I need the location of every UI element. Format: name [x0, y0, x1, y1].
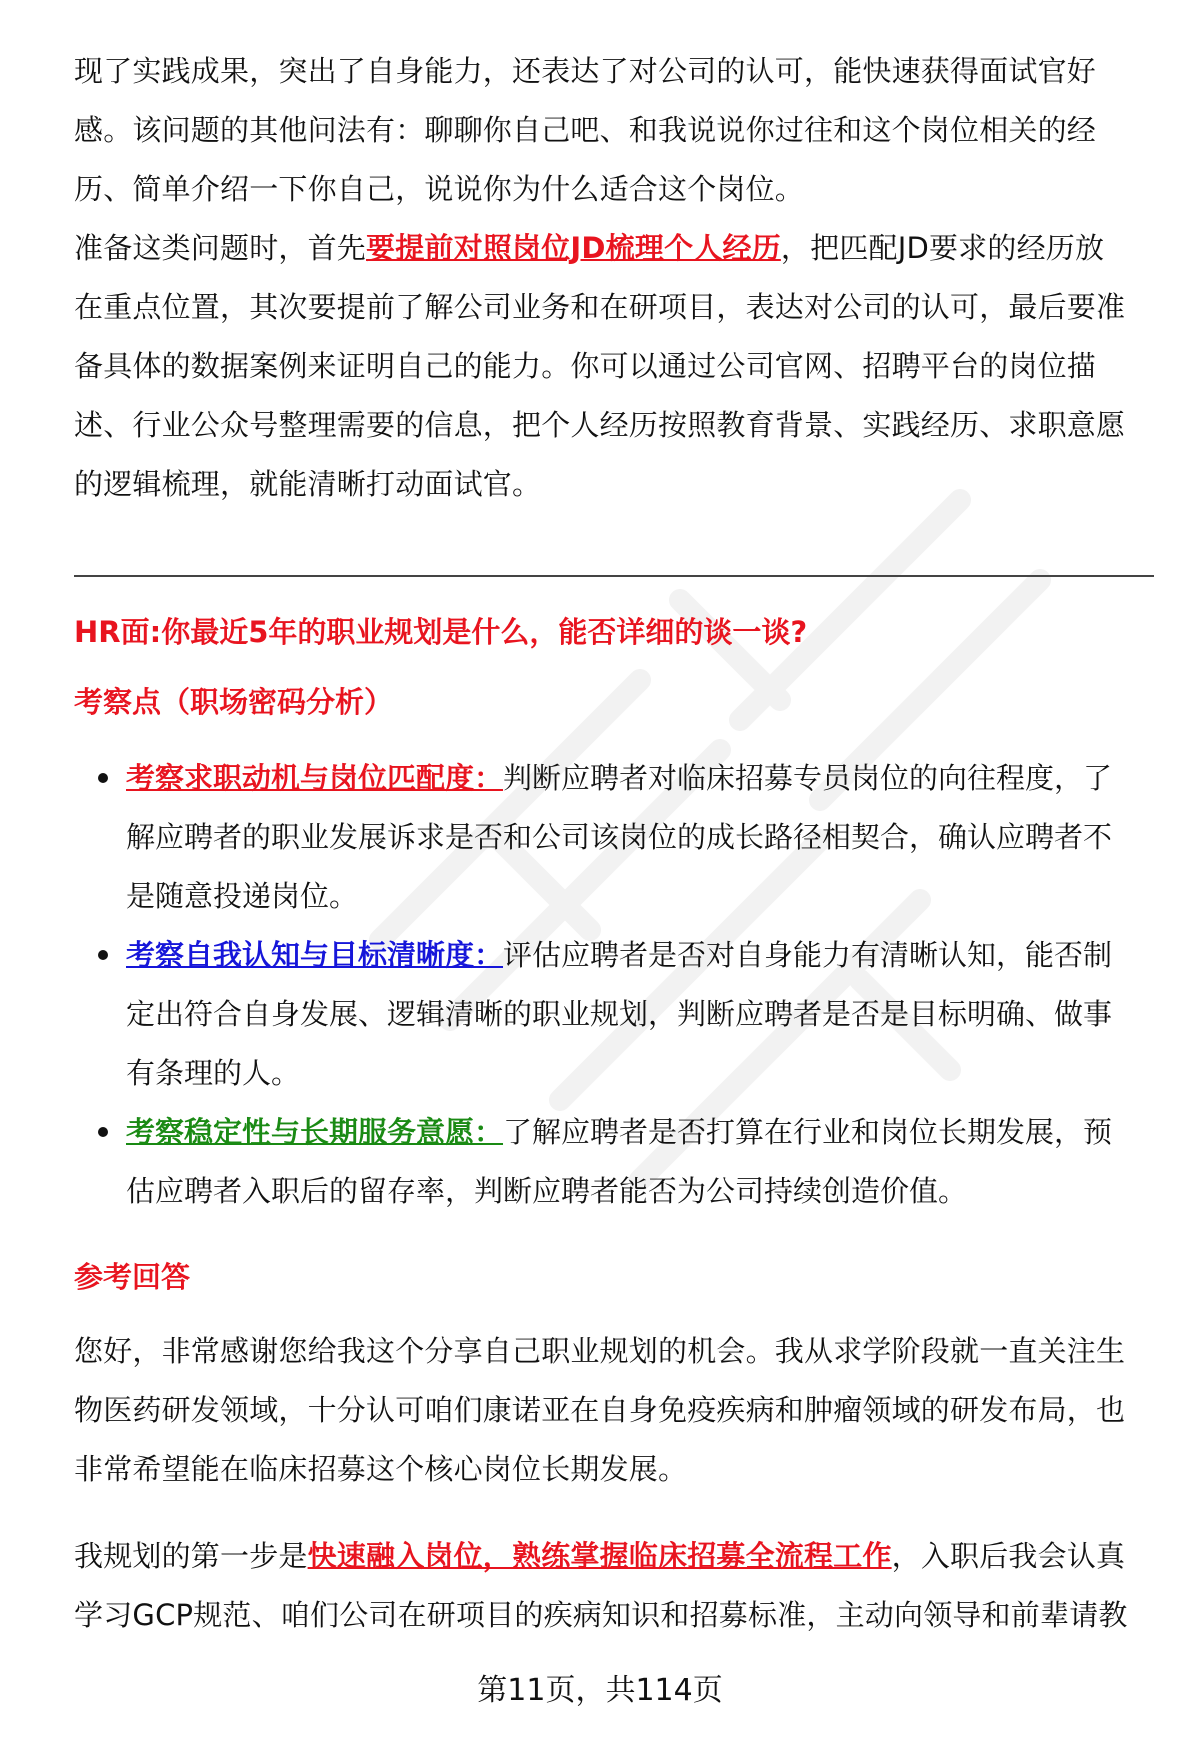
text-span: 我规划的第一步是 [74, 1539, 308, 1573]
text-span: 了解应聘者是否打算在行业和岗位长期发展，预 [503, 1115, 1113, 1149]
bullet-label: 考察自我认知与目标清晰度： [126, 938, 504, 972]
text-line [74, 1527, 1154, 1586]
bullet-item [126, 926, 1156, 1103]
text-line: 定出符合自身发展、逻辑清晰的职业规划，判断应聘者是否是目标明确、做事 [126, 997, 1113, 1031]
bullet-icon [98, 773, 108, 783]
text-line: 您好，非常感谢您给我这个分享自己职业规划的机会。我从求学阶段就一直关注生 [74, 1334, 1126, 1368]
highlight-text: 快速融入岗位，熟练掌握临床招募全流程工作 [307, 1539, 892, 1573]
page-number: 第11页，共114页 [477, 1673, 723, 1708]
answer-paragraph [74, 1322, 1154, 1499]
text-line [126, 749, 1156, 808]
text-span: ，把匹配JD要求的经历放 [780, 231, 1105, 265]
text-line: 在重点位置，其次要提前了解公司业务和在研项目，表达对公司的认可，最后要准 [74, 290, 1126, 324]
text-line: 感。该问题的其他问法有：聊聊你自己吧、和我说说你过往和这个岗位相关的经 [74, 113, 1097, 147]
bullet-label: 考察求职动机与岗位匹配度： [126, 761, 504, 795]
analysis-heading: 考察点（职场密码分析） [74, 685, 394, 719]
text-line: 的逻辑梳理，就能清晰打动面试官。 [74, 467, 542, 501]
text-line: 历、简单介绍一下你自己，说说你为什么适合这个岗位。 [74, 172, 805, 206]
text-line [126, 926, 1156, 985]
text-span: 准备这类问题时，首先 [74, 231, 367, 265]
bullet-label: 考察稳定性与长期服务意愿： [126, 1115, 504, 1149]
text-line: 是随意投递岗位。 [126, 879, 359, 913]
text-line [74, 219, 1154, 278]
bullet-item [126, 1103, 1156, 1221]
highlight-text: 要提前对照岗位JD梳理个人经历 [366, 231, 781, 265]
preparation-paragraph [74, 219, 1154, 514]
text-span: 评估应聘者是否对自身能力有清晰认知，能否制 [503, 938, 1113, 972]
bullet-item [126, 749, 1156, 926]
text-span: 判断应聘者对临床招募专员岗位的向往程度，了 [503, 761, 1113, 795]
text-line: 现了实践成果，突出了自身能力，还表达了对公司的认可，能快速获得面试官好 [74, 54, 1097, 88]
question-heading: HR面:你最近5年的职业规划是什么，能否详细的谈一谈? [74, 615, 808, 649]
text-line: 物医药研发领域，十分认可咱们康诺亚在自身免疫疾病和肿瘤领域的研发布局，也 [74, 1393, 1126, 1427]
answer-heading: 参考回答 [74, 1260, 191, 1294]
answer-paragraph [74, 1527, 1154, 1645]
intro-paragraph [74, 42, 1154, 219]
bullet-icon [98, 950, 108, 960]
divider [74, 575, 1154, 577]
text-line: 非常希望能在临床招募这个核心岗位长期发展。 [74, 1452, 688, 1486]
text-span: ，入职后我会认真 [891, 1539, 1126, 1573]
bullet-icon [98, 1127, 108, 1137]
text-line [126, 1103, 1156, 1162]
text-line: 述、行业公众号整理需要的信息，把个人经历按照教育背景、实践经历、求职意愿 [74, 408, 1126, 442]
text-line: 解应聘者的职业发展诉求是否和公司该岗位的成长路径相契合，确认应聘者不 [126, 820, 1113, 854]
text-line: 备具体的数据案例来证明自己的能力。你可以通过公司官网、招聘平台的岗位描 [74, 349, 1097, 383]
text-line: 有条理的人。 [126, 1056, 301, 1090]
text-line: 估应聘者入职后的留存率，判断应聘者能否为公司持续创造价值。 [126, 1174, 968, 1208]
text-line: 学习GCP规范、咱们公司在研项目的疾病知识和招募标准，主动向领导和前辈请教 [74, 1598, 1128, 1632]
